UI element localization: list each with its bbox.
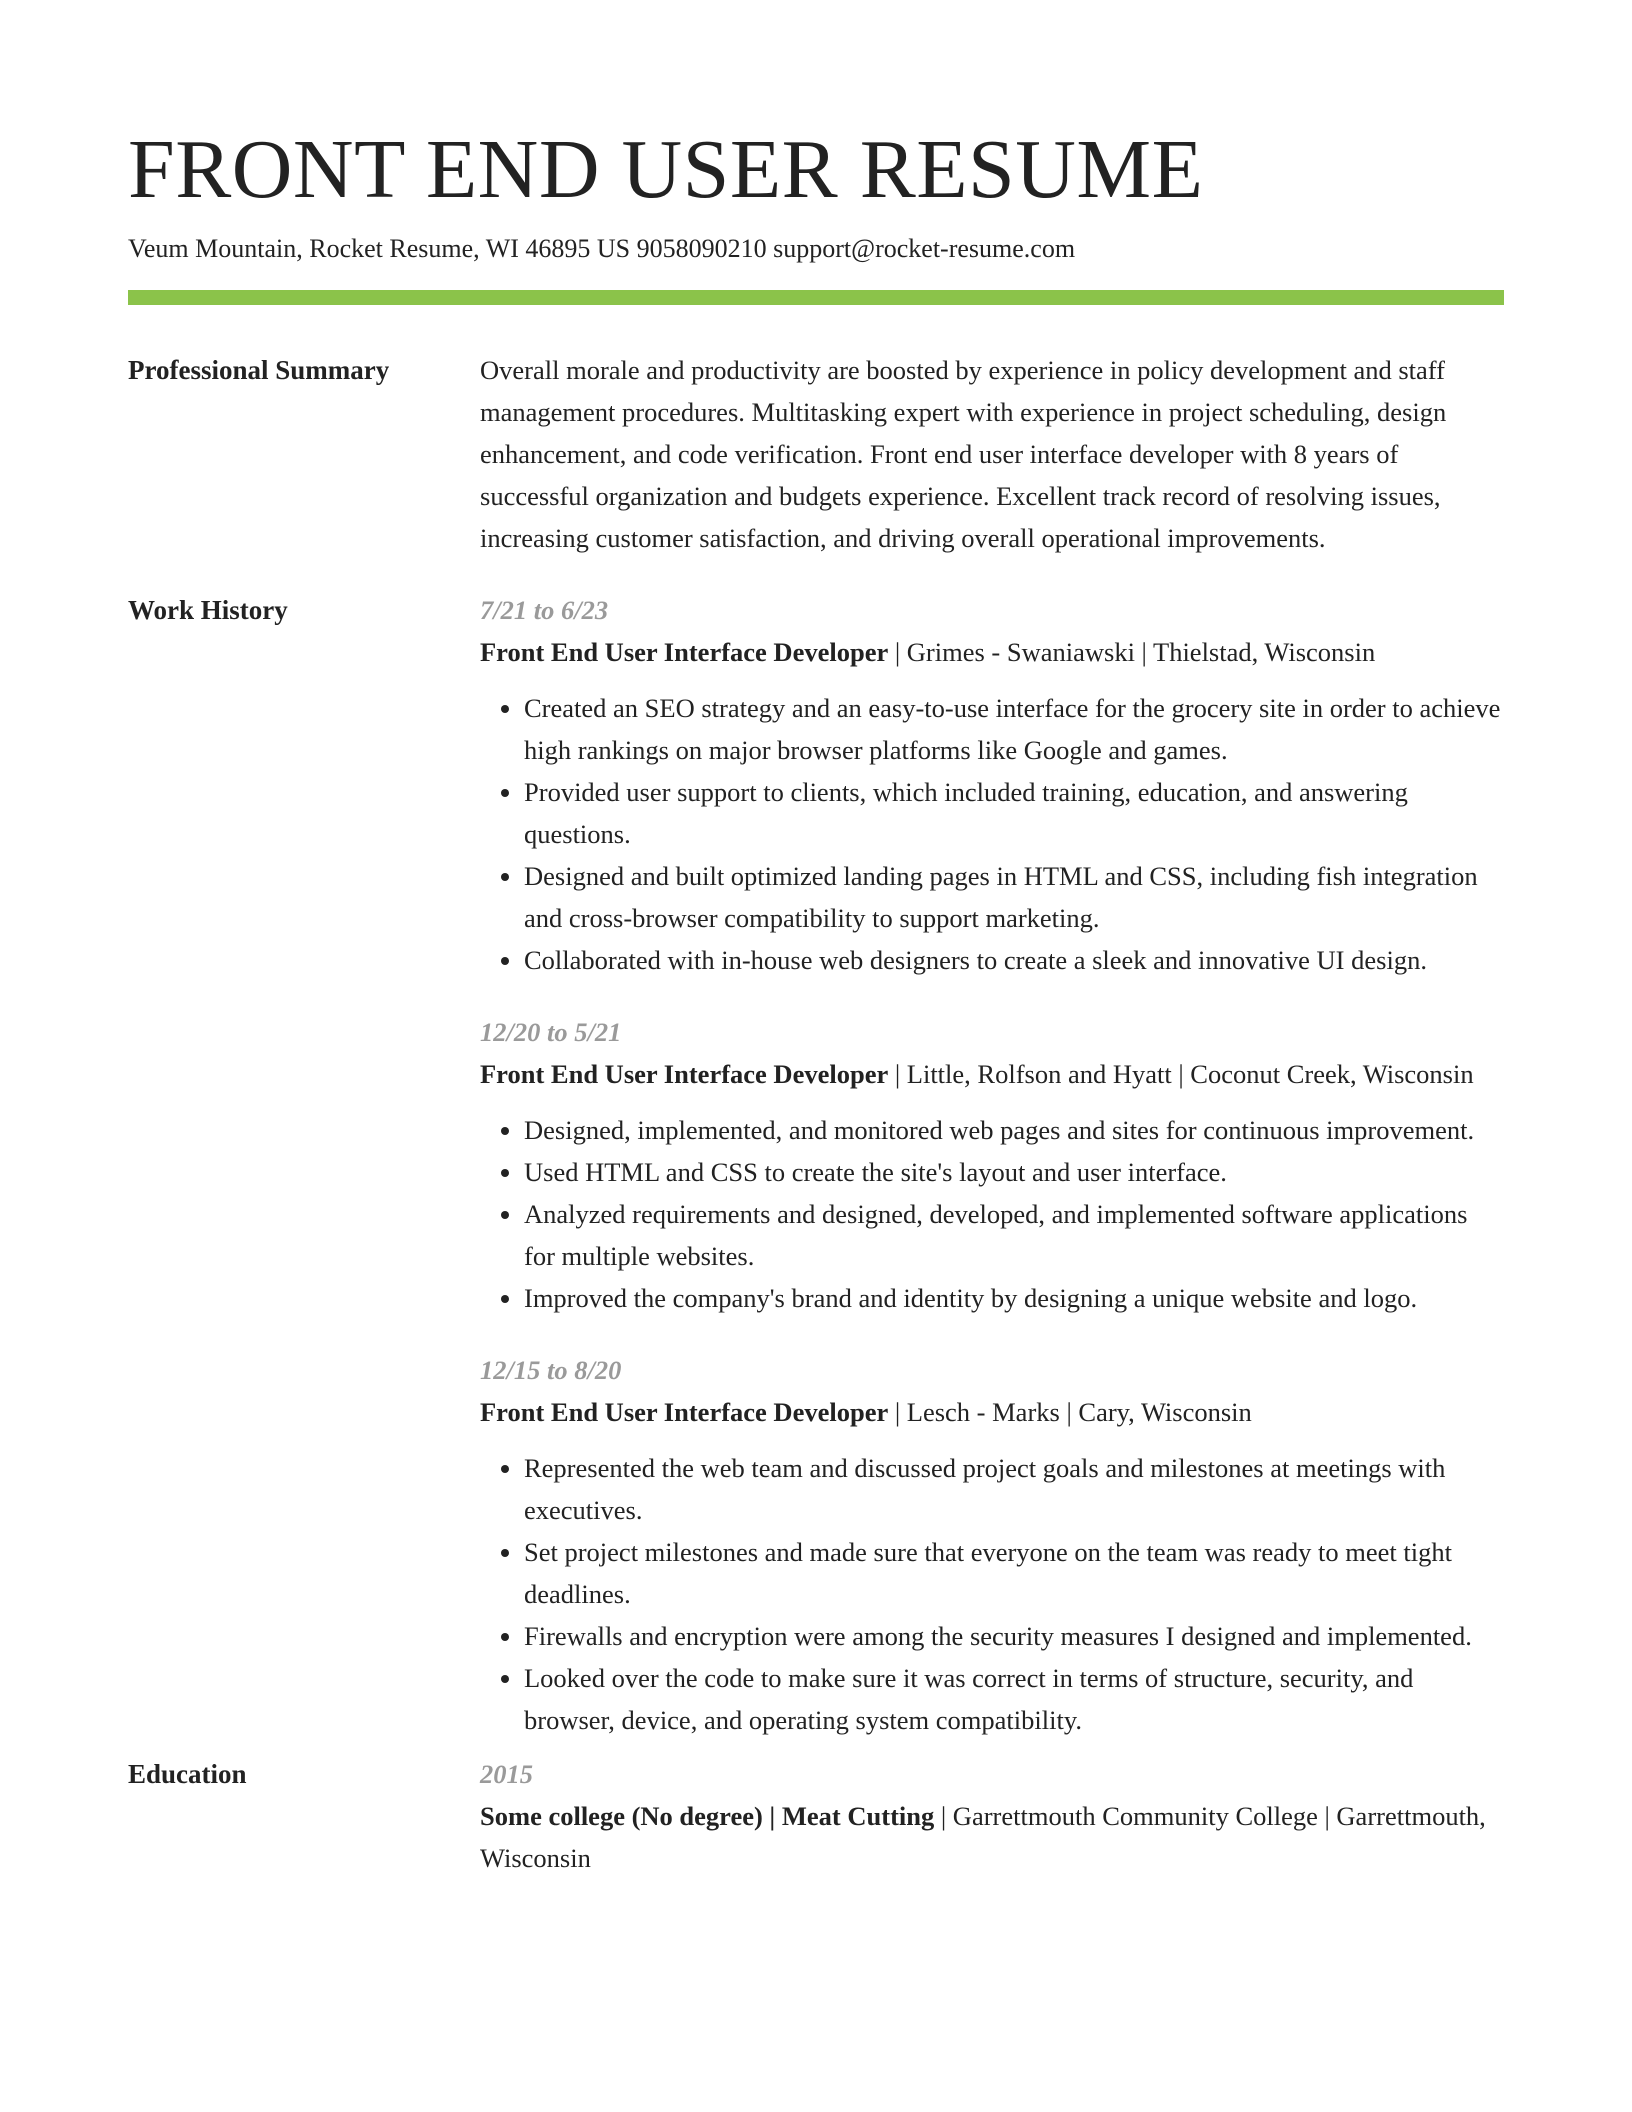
education-year: 2015 [480,1759,533,1789]
education-entry [480,1753,1504,1879]
work-history-section [128,589,1504,1741]
duty-item: • Represented the web team and discussed project goals and milestones at meetings with executives. [524,1447,1504,1531]
duty-item: • Designed, implemented, and monitored web pages and sites for continuous improvement. [524,1109,1504,1151]
job-dates: 7/21 to 6/23 [480,595,609,625]
duty-item: • Analyzed requirements and designed, developed, and implemented software applications for multiple websites. [524,1193,1504,1277]
duty-item: • Designed and built optimized landing pages in HTML and CSS, including fish integration and cross-browser compatibility to support marketing. [524,855,1504,939]
accent-divider [128,290,1504,305]
duty-item: • Improved the company's brand and identity by designing a unique website and logo. [524,1277,1504,1319]
job-title-line [480,1053,1504,1095]
education-school: | Garrettmouth Community College | Garrettmouth, Wisconsin [480,1801,1486,1873]
duty-item: • Looked over the code to make sure it was correct in terms of structure, security, and browser, device, and operating system compatibility. [524,1657,1504,1741]
duty-item: • Provided user support to clients, which included training, education, and answering questions. [524,771,1504,855]
job-employer: | Grimes - Swaniawski | Thielstad, Wisconsin [888,637,1376,667]
job-entry [480,1349,1504,1741]
work-history-list [480,589,1504,1741]
resume-title: FRONT END USER RESUME [128,123,1204,216]
job-title: Front End User Interface Developer [480,1059,889,1089]
resume-page [128,120,1504,1879]
education-line [480,1795,1504,1879]
job-duties [480,1109,1504,1319]
section-label-work: Work History [128,595,288,625]
contact-info: Veum Mountain, Rocket Resume, WI 46895 US 9058090210 support@rocket-resume.com [128,234,1076,263]
job-dates: 12/20 to 5/21 [480,1017,622,1047]
summary-text: Overall morale and productivity are boosted by experience in policy development and staff management procedures. Multitasking expert with experience in project scheduling, design enhancement, and code verification. Front end user interface developer with 8 years of successful organization and budgets experience. Excellent track record of resolving issues, increasing customer satisfaction, and driving overall operational improvements. [480,355,1447,553]
job-title: Front End User Interface Developer [480,637,889,667]
job-dates: 12/15 to 8/20 [480,1355,622,1385]
job-title: Front End User Interface Developer [480,1397,889,1427]
job-employer: | Lesch - Marks | Cary, Wisconsin [888,1397,1252,1427]
education-section [128,1753,1504,1879]
job-employer: | Little, Rolfson and Hyatt | Coconut Creek, Wisconsin [888,1059,1474,1089]
duty-item: • Firewalls and encryption were among the security measures I designed and implemented. [524,1615,1504,1657]
job-title-line [480,1391,1504,1433]
job-entry [480,589,1504,981]
section-label-summary: Professional Summary [128,355,390,385]
section-label-education: Education [128,1759,247,1789]
professional-summary-section [128,349,1504,559]
job-duties [480,1447,1504,1741]
duty-item: • Created an SEO strategy and an easy-to-use interface for the grocery site in order to achieve high rankings on major browser platforms like Google and games. [524,687,1504,771]
job-duties [480,687,1504,981]
duty-item: • Collaborated with in-house web designers to create a sleek and innovative UI design. [524,939,1504,981]
education-degree: Some college (No degree) | Meat Cutting [480,1801,935,1831]
duty-item: • Used HTML and CSS to create the site's layout and user interface. [524,1151,1504,1193]
job-title-line [480,631,1504,673]
job-entry [480,1011,1504,1319]
duty-item: • Set project milestones and made sure that everyone on the team was ready to meet tight deadlines. [524,1531,1504,1615]
